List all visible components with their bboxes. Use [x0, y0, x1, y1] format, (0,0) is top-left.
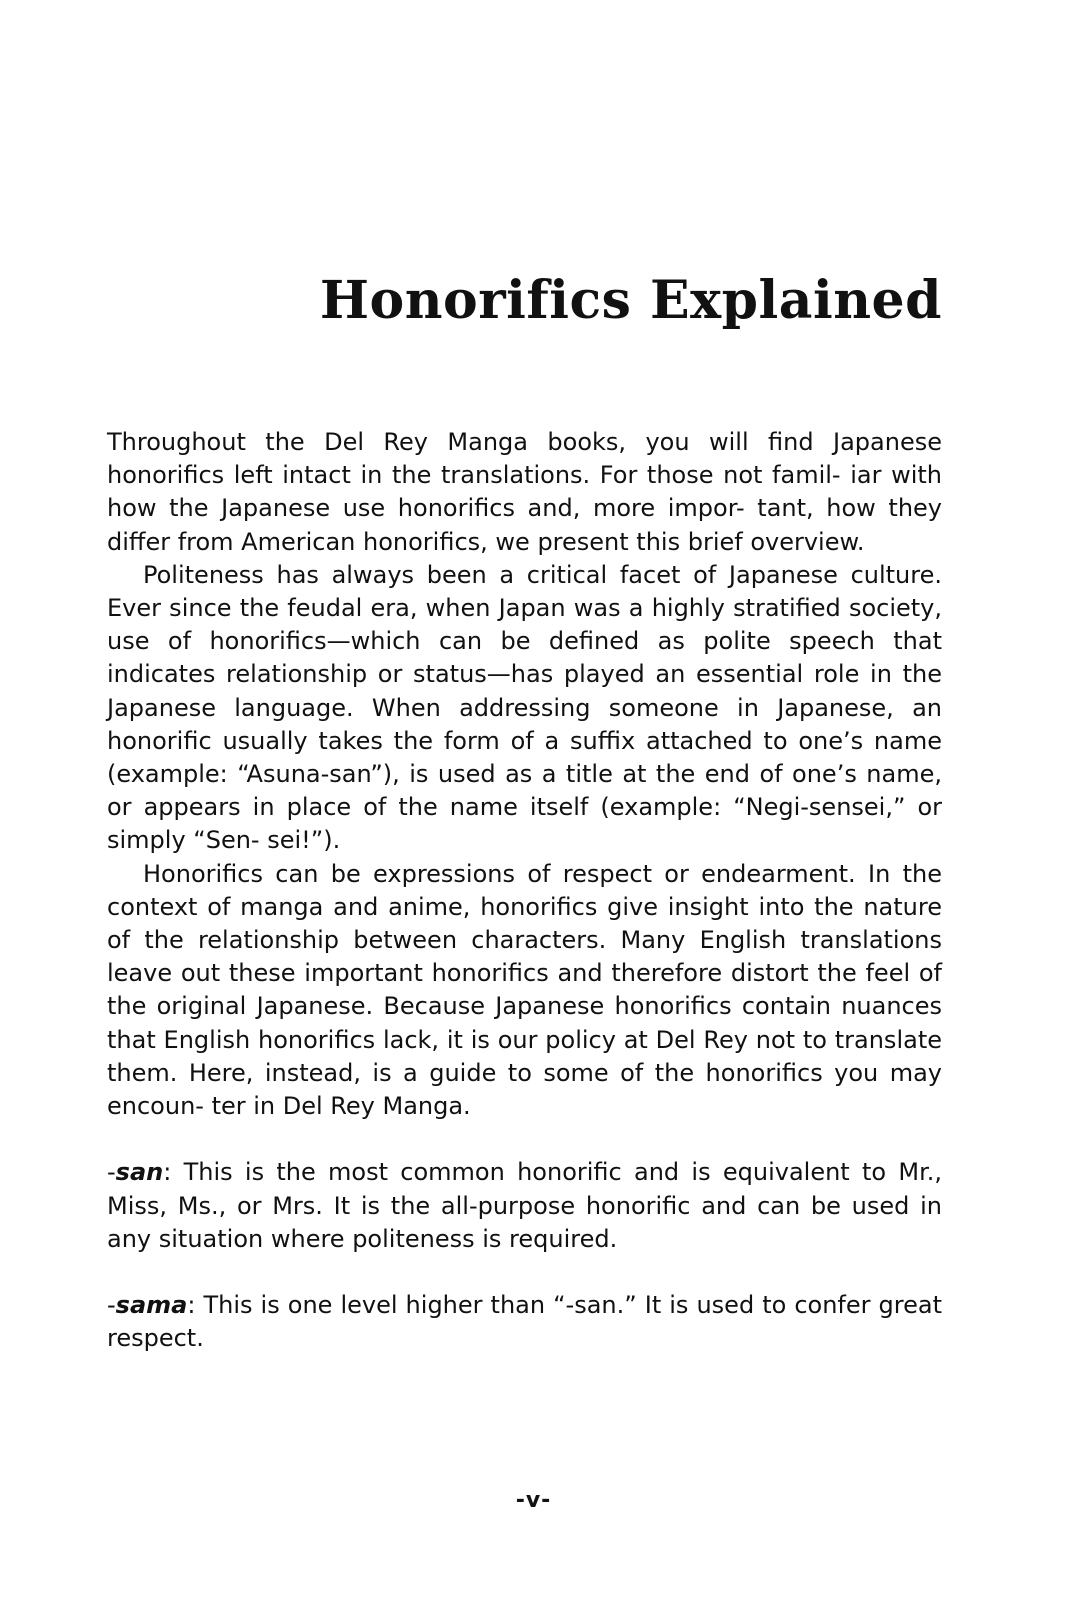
term-name: sama	[115, 1291, 188, 1320]
term-definition: This is the most common honorific and is equivalent to Mr., Miss, Ms., or Mrs. It is the all-purpose honorific and can be used in any situation where politeness is required.	[107, 1158, 942, 1253]
term-prefix: -	[107, 1158, 116, 1187]
term-name: san	[115, 1158, 164, 1187]
term-separator: :	[187, 1291, 196, 1320]
body-text	[107, 426, 942, 1356]
page-number: -v-	[515, 1488, 552, 1513]
paragraph-expressions: Honorifics can be expressions of respect or endearment. In the context of manga and anime, honorifics give insight into the nature of the relationship between characters. Many English translations leave out these important honorifics and therefore distort the feel of the original Japanese. Because Japanese honorifics contain nuances that English honorifics lack, it is our policy at Del Rey not to translate them. Here, instead, is a guide to some of the honorifics you may encoun- ter in Del Rey Manga.	[107, 859, 942, 1121]
paragraph-intro: Throughout the Del Rey Manga books, you will find Japanese honorifics left intact in the translations. For those not famil- iar with how the Japanese use honorifics and, more impor- tant, how they differ from American honorifics, we present this brief overview.	[107, 428, 942, 556]
term-prefix: -	[107, 1291, 116, 1320]
term-definition: This is one level higher than “-san.” It is used to confer great respect.	[107, 1291, 942, 1353]
term-entry-sama	[107, 1289, 942, 1355]
term-entry-san	[107, 1156, 942, 1256]
page-title: Honorifics Explained	[319, 270, 942, 331]
term-separator: :	[163, 1158, 172, 1187]
paragraph-politeness: Politeness has always been a critical facet of Japanese culture. Ever since the feudal era, when Japan was a highly stratified society, use of honorifics—which can be defined as polite speech that indicates relationship or status—has played an essential role in the Japanese language. When addressing someone in Japanese, an honorific usually takes the form of a suffix attached to one’s name (example: “Asuna-san”), is used as a title at the end of one’s name, or appears in place of the name itself (example: “Negi-sensei,” or simply “Sen- sei!”).	[107, 560, 942, 855]
